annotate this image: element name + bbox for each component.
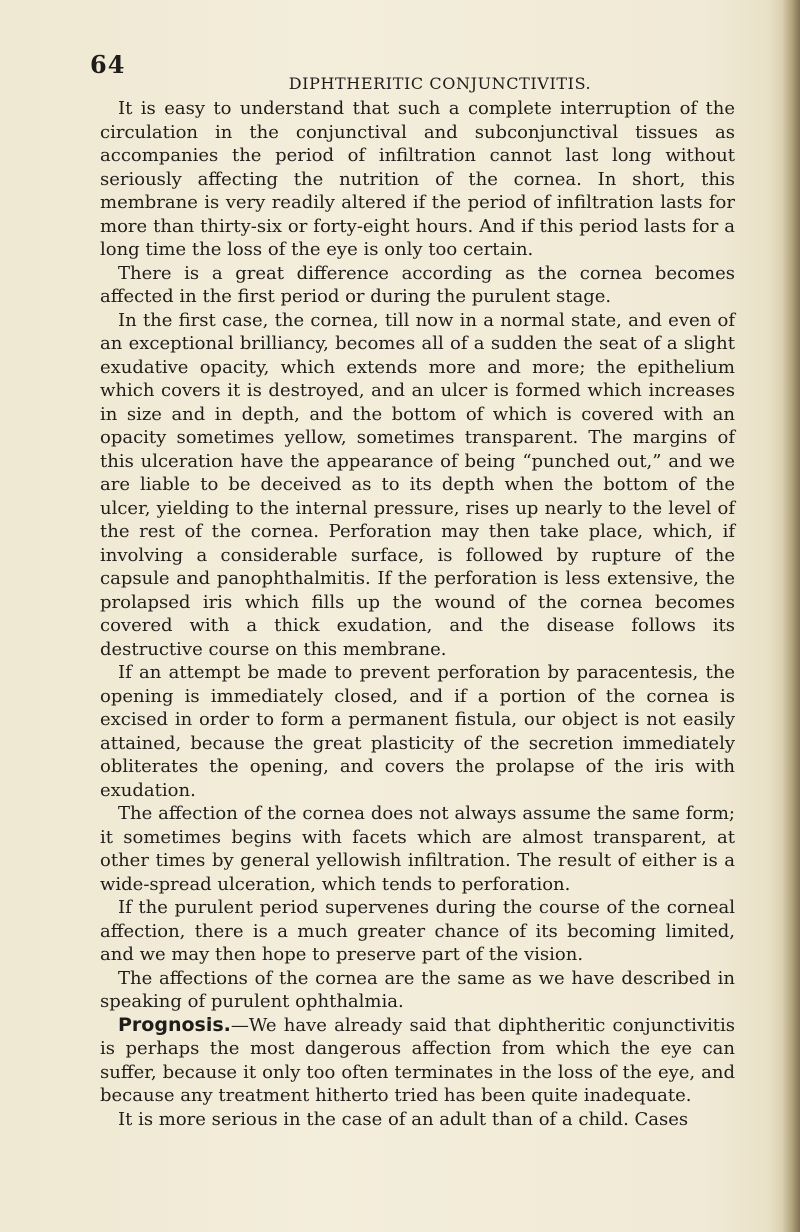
- page-header: [90, 50, 730, 93]
- prognosis-heading: Prognosis.: [118, 1013, 231, 1036]
- paragraph-5: The affection of the cornea does not always assume the same form; it sometimes begins with facets which are almost transparent, at other times by general yellowish infiltration. The result of either is a wide-spread ulceration, which tends to perforation.: [100, 803, 735, 895]
- running-head: DIPHTHERITIC CONJUNCTIVITIS.: [288, 74, 592, 93]
- paragraph-4: If an attempt be made to prevent perforation by paracentesis, the opening is immediately closed, and if a portion of the cornea is excised in order to form a permanent fistula, our object is not easily attained, because the great plasticity of the secretion immediately obliterates the opening, and covers the prolapse of the iris with exudation.: [100, 662, 735, 801]
- body-text: [100, 97, 735, 1131]
- paragraph-1: It is easy to understand that such a complete interruption of the circulation in the conjunctival and subconjunctival tissues as accompanies the period of infiltration cannot last long without seriously affecting the nutrition of the cornea. In short, this membrane is very readily altered if the period of infiltration lasts for more than thirty-six or forty-eight hours. And if this period lasts for a long time the loss of the eye is only too certain.: [100, 98, 735, 260]
- last-paragraph: It is more serious in the case of an adult than of a child. Cases: [118, 1108, 689, 1130]
- page-number: 64: [90, 50, 126, 79]
- paragraph-7: The affections of the cornea are the same as we have described in speaking of purulent ophthalmia.: [100, 967, 735, 1012]
- paragraph-6: If the purulent period supervenes during the course of the corneal affection, there is a much greater chance of its becoming limited, and we may then hope to preserve part of the vision.: [100, 897, 735, 965]
- prognosis-paragraph: [100, 1014, 735, 1108]
- paragraph-3: In the first case, the cornea, till now in a normal state, and even of an exceptional brilliancy, becomes all of a sudden the seat of a slight exudative opacity, which extends more and more; the epithelium which covers it is destroyed, and an ulcer is formed which increases in size and in depth, and the bottom of which is covered with an opacity sometimes yellow, sometimes transparent. The margins of this ulceration have the appearance of being “punched out,” and we are liable to be deceived as to its depth when the bottom of the ulcer, yielding to the internal pressure, rises up nearly to the level of the rest of the cornea. Perforation may then take place, which, if involving a considerable surface, is followed by rupture of the capsule and panophthalmitis. If the perforation is less extensive, the prolapsed iris which fills up the wound of the cornea becomes covered with a thick exudation, and the disease follows its destructive course on this membrane.: [100, 309, 735, 660]
- prognosis-text: —We have already said that diphtheritic conjunctivitis is perhaps the most dangerous affection from which the eye can suffer, because it only too often terminates in the loss of the eye, and because any treatment hitherto tried has been quite inadequate.: [100, 1014, 735, 1106]
- page-edge-shadow: [782, 0, 800, 1232]
- paragraph-2: There is a great difference according as the cornea becomes affected in the first period or during the purulent stage.: [100, 262, 735, 307]
